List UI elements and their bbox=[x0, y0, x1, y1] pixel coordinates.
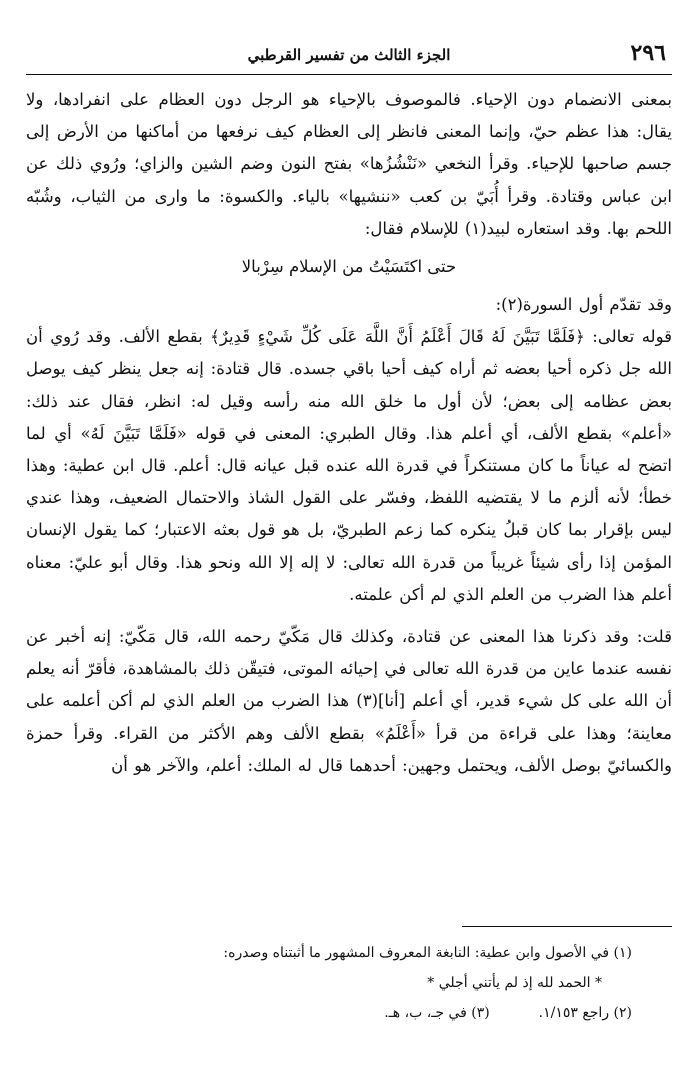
poetry-verse: حتى اكتَسَيْتُ من الإسلام سِرْبالا bbox=[241, 257, 457, 277]
footnote-1-verse: * الحمد لله إذ لم يأتني أجلي * bbox=[427, 975, 602, 991]
paragraph-gap bbox=[26, 611, 672, 621]
paragraph-1: بمعنى الانضمام دون الإحياء. فالموصوف بالإحياء هو الرجل دون العظام على انفرادها، ولا يقال: هذا عظم حيّ، وإنما المعنى فانظر إلى العظام كيف نرفعها من أماكنها من الأرض إلى جسم صاحبها للإحياء. وقرأ النخعي «نَنْشُزُها» بفتح النون وضم الشين والزاي؛ ورُوي ذلك عن ابن عباس وقتادة. وقرأ أُبَيّ بن كعب «ننشيها» بالياء. والكسوة: ما وارى من الثياب، وشُبّه اللحم بها. وقد استعاره لبيد(١) للإسلام فقال: bbox=[26, 90, 672, 238]
paragraph-2: وقد تقدّم أول السورة(٢): bbox=[495, 295, 672, 315]
paragraph-3: قوله تعالى: ﴿فَلَمَّا تَبَيَّنَ لَهُ قَالَ أَعْلَمُ أَنَّ اللَّهَ عَلَى كُلِّ شَيْءٍ قَدِيرٌ﴾ بقطع الألف. وقد رُوي أن الله جل ذكره أحيا بعضه ثم أراه كيف أحيا باقي جسده. قال قتادة: إنه جعل ينظر كيف يوصل بعض عظامه إلى بعض؛ لأن أول ما خلق الله منه رأسه وقيل له: انظر، فقال عند ذلك: «أعلم» بقطع الألف، أي أعلم هذا. وقال الطبري: المعنى في قوله «فَلَمَّا تَبَيَّنَ لَهُ» أي لما اتضح له عياناً ما كان مستنكراً في قدرة الله عنده قبل عيانه قال: أعلم. قال ابن عطية: وهذا خطأ؛ لأنه ألزم ما لا يقتضيه اللفظ، وفسّر على القول الشاذ والاحتمال الضعيف، وهذا عندي ليس بإقرار بما كان قبلُ ينكره كما زعم الطبريّ، بل هو قول بعثه الاعتبار؛ كما يقول الإنسان المؤمن إذا رأى شيئاً غريباً من قدرة الله تعالى: لا إله إلا الله ونحو هذا. وقال أبو عليّ: معناه أعلم هذا الضرب من العلم الذي لم أكن علمته. bbox=[26, 327, 672, 604]
footnote-3: (٣) في جـ، ب، هـ. bbox=[384, 1005, 490, 1021]
body-text bbox=[26, 84, 672, 782]
page-number: ٢٩٦ bbox=[630, 40, 666, 66]
footnotes bbox=[26, 938, 632, 1028]
book-page bbox=[26, 0, 672, 1092]
footnote-2: (٢) راجع ١/١٥٣. bbox=[538, 1005, 632, 1021]
paragraph-4: قلت: وقد ذكرنا هذا المعنى عن قتادة، وكذلك قال مَكّيّ رحمه الله، قال مَكّيّ: إنه أخبر عن نفسه عندما عاين من قدرة الله تعالى في إحيائه الموتى، فتيقّن ذلك بالمشاهدة، فأقرّ أنه يعلم أن الله على كل شيء قدير، أي أعلم [أنا](٣) هذا الضرب من العلم الذي لم أكن أعلمه على معاينة؛ وهذا على قراءة من قرأ «أَعْلَمُ» بقطع الألف وهم الأكثر من القراء. وقرأ حمزة والكسائيّ بوصل الألف، ويحتمل وجهين: أحدهما قال له الملك: أعلم، والآخر هو أن bbox=[26, 627, 672, 775]
footnote-divider bbox=[462, 926, 672, 927]
footnote-refs bbox=[26, 998, 632, 1028]
footnote-1: (١) في الأصول وابن عطية: النابغة المعروف المشهور ما أثبتناه وصدره: bbox=[223, 945, 632, 961]
header-title: الجزء الثالث من تفسير القرطبي bbox=[247, 46, 451, 64]
running-header bbox=[26, 34, 672, 75]
